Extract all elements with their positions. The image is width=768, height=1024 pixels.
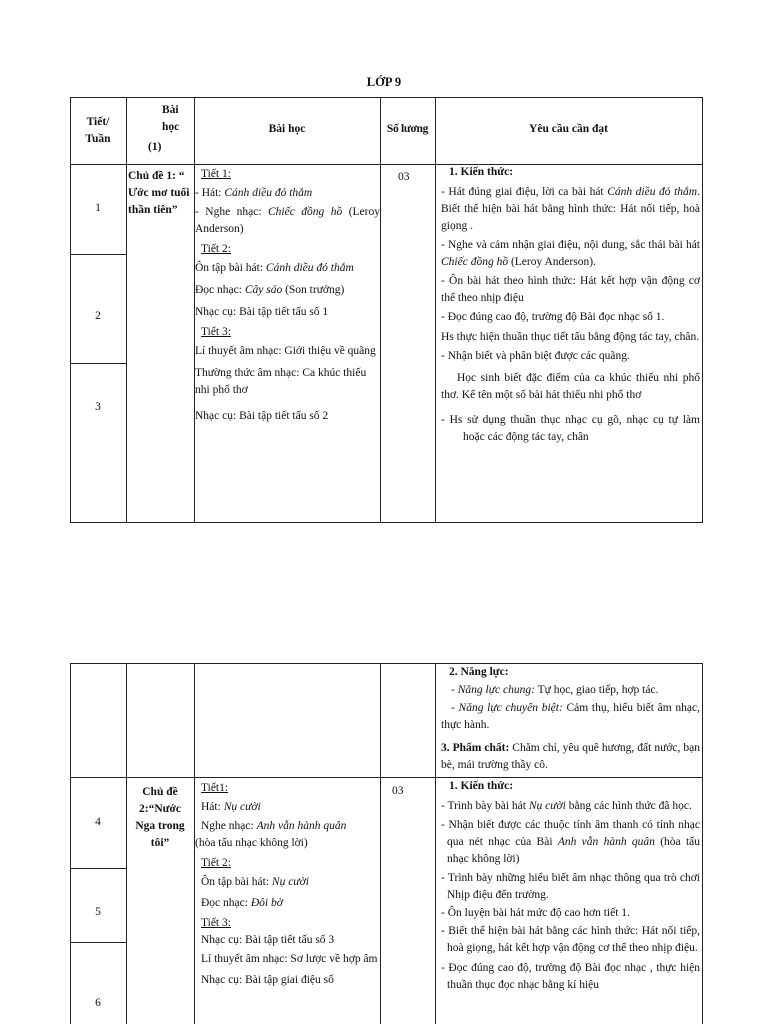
- header-bai-hoc-1: Bài học (1): [148, 104, 180, 153]
- week-6: 6: [95, 997, 101, 1009]
- so-luong-1: 03: [398, 171, 410, 183]
- week-1: 1: [95, 202, 101, 214]
- page-title: LỚP 9: [366, 75, 402, 89]
- header-so-luong: Số lương: [386, 123, 429, 135]
- competencies: 2. Năng lực: - Năng lực chung: Tự học, giao tiếp, hợp tác. - Năng lực chuyên biệt: Cảm thụ, hiểu biết âm nhạc, thực hành. 3. Phẩm chất: Chăm chỉ, yêu quê hương, đất nước, bạn bè, mái trường thầy cô.: [441, 666, 700, 771]
- topic-1: Chủ đề 1: “ Ước mơ tuổi thần tiên”: [128, 170, 190, 216]
- lessons-topic-2: Tiết1: Hát: Nụ cười Nghe nhạc: Anh vẫn hành quân (hòa tấu nhạc không lời) Tiết 2: Ôn tập bài hát: Nụ cười Đọc nhạc: Đôi bờ Tiết 3: Nhạc cụ: Bài tập tiết tấu số 3 Lí thuyết âm nhạc: Sơ lược về hợp âm Nhạc cụ: Bài tập giai điệu số: [195, 782, 378, 986]
- header-bai-hoc: Bài học: [268, 123, 306, 135]
- requirements-topic-2: 1. Kiến thức: - Trình bày bài hát Nụ cười bằng các hình thức đã học. - Nhận biết được các thuộc tính âm thanh có tính nhạc qua nét nhạc của Bài Anh vẫn hành quân (hòa tấu nhạc không lời) - Trình bày những hiểu biết âm nhạc thông qua trò chơi Nhịp điệu đến trường. - Ôn luyện bài hát mức độ cao hơn tiết 1. - Biết thể hiện bài hát bằng các hình thức: Hát nối tiếp, hoà giọng, hát kết hợp vận động cơ thể theo nhịp điệu. - Đọc đúng cao độ, trường độ Bài đọc nhạc , thực hiện thuần thục đọc nhạc bằng kí hiệu: [441, 780, 701, 991]
- week-5: 5: [95, 906, 101, 918]
- week-4: 4: [95, 816, 101, 828]
- requirements-topic-1: 1. Kiến thức: - Hát đúng giai điệu, lời ca bài hát Cánh diều đỏ thắm. Biết thể hiện bài hát bằng hình thức: Hát nối tiếp, hoà giọng . - Nghe và cảm nhận giai điệu, nội dung, sắc thái bài hát Chiếc đồng hồ (Leroy Anderson). - Ôn bài hát theo hình thức: Hát kết hợp vận động cơ thể theo nhịp điệu - Đọc đúng cao độ, trường độ Bài đọc nhạc số 1. Hs thực hiện thuần thục tiết tấu bằng động tác tay, chân. - Nhận biết và phân biệt được các quãng. Học sinh biết đặc điểm của ca khúc thiếu nhi phổ thơ. Kể tên một số bài hát thiếu nhi phổ thơ - Hs sử dụng thuần thục nhạc cụ gõ, nhạc cụ tự làm hoặc các động tác tay, chân: [441, 166, 700, 443]
- so-luong-2: 03: [392, 785, 404, 797]
- header-tiet-tuan: Tiết/ Tuần: [85, 116, 111, 145]
- topic-2: Chủ đề 2:“Nước Nga trong tôi”: [135, 786, 185, 849]
- week-2: 2: [95, 310, 101, 322]
- lessons-topic-1: Tiết 1: - Hát: Cánh diều đỏ thắm - Nghe nhạc: Chiếc đồng hồ (Leroy Anderson) Tiết 2: Ôn tập bài hát: Cánh diều đỏ thắm Đọc nhạc: Cây sáo (Son trưởng) Nhạc cụ: Bài tập tiết tấu số 1 Tiết 3: Lí thuyết âm nhạc: Giới thiệu về quãng Thường thức âm nhạc: Ca khúc thiếu nhi phổ thơ Nhạc cụ: Bài tập tiết tấu số 2: [195, 168, 380, 422]
- header-yeu-cau: Yêu cầu cần đạt: [529, 123, 608, 135]
- week-3: 3: [95, 401, 101, 413]
